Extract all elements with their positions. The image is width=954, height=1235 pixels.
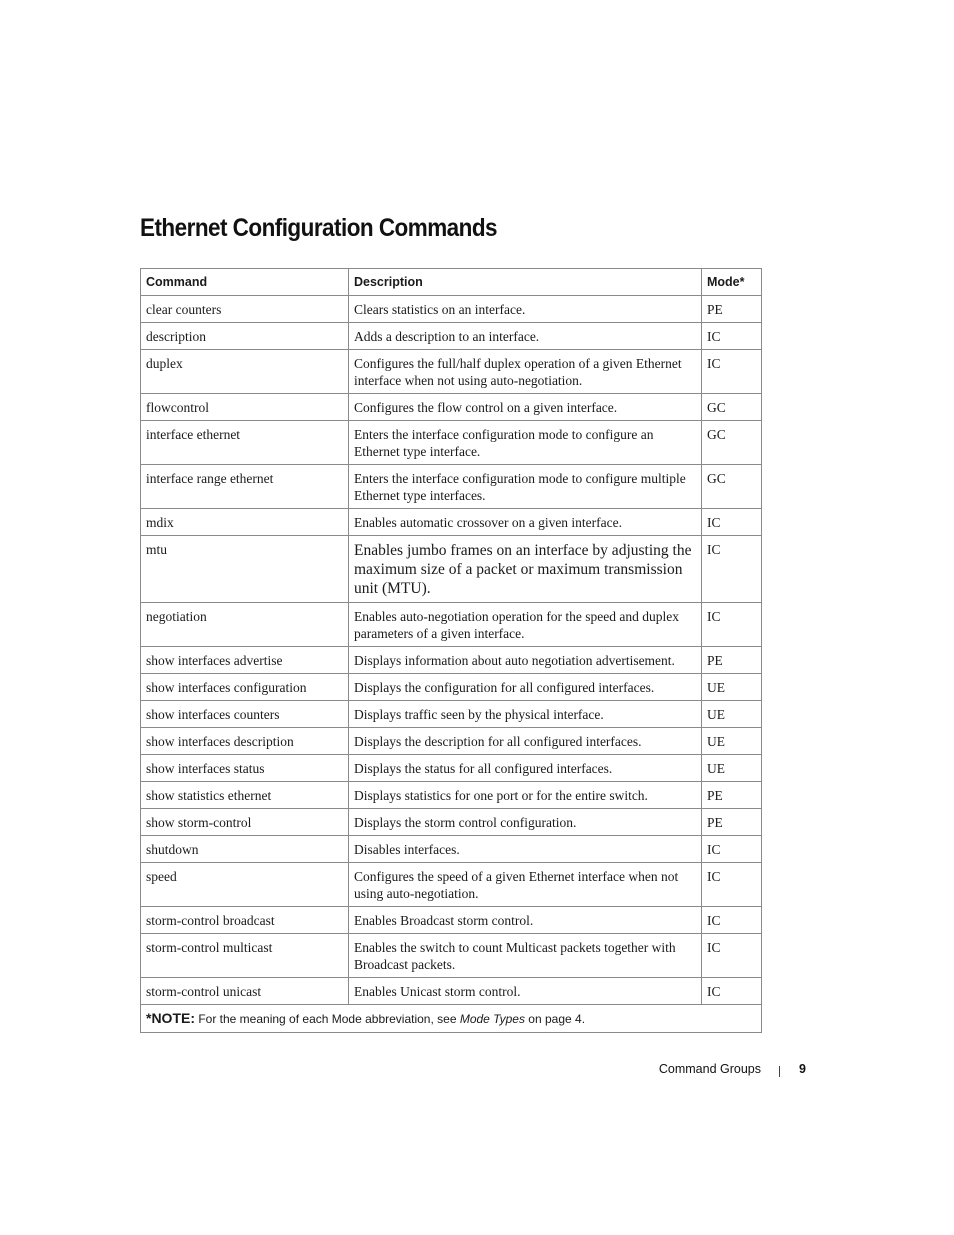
table-row (141, 647, 762, 674)
description-cell: Displays the description for all configured interfaces. (349, 728, 702, 755)
mode-cell: IC (702, 603, 762, 647)
table-row (141, 728, 762, 755)
table-row (141, 934, 762, 978)
description-cell: Enables Unicast storm control. (349, 978, 702, 1005)
mode-cell: UE (702, 701, 762, 728)
table-note (141, 1005, 762, 1033)
mode-cell: UE (702, 728, 762, 755)
command-cell: flowcontrol (141, 394, 349, 421)
command-cell: show interfaces description (141, 728, 349, 755)
column-header-description: Description (349, 269, 702, 296)
table-row (141, 603, 762, 647)
description-cell: Configures the flow control on a given interface. (349, 394, 702, 421)
command-cell: interface range ethernet (141, 465, 349, 509)
table-header-row (141, 269, 762, 296)
description-cell: Enables automatic crossover on a given interface. (349, 509, 702, 536)
table-row (141, 394, 762, 421)
note-text: For the meaning of each Mode abbreviation, see (195, 1012, 460, 1026)
page-number: 9 (799, 1062, 806, 1076)
mode-cell: IC (702, 934, 762, 978)
command-cell: interface ethernet (141, 421, 349, 465)
table-row (141, 296, 762, 323)
command-cell: shutdown (141, 836, 349, 863)
column-header-mode: Mode* (702, 269, 762, 296)
mode-types-link[interactable]: Mode Types (459, 1012, 525, 1026)
table-row (141, 323, 762, 350)
description-cell: Displays statistics for one port or for the entire switch. (349, 782, 702, 809)
mode-cell: UE (702, 755, 762, 782)
description-cell: Configures the full/half duplex operation of a given Ethernet interface when not using auto-negotiation. (349, 350, 702, 394)
command-cell: show interfaces counters (141, 701, 349, 728)
mode-cell: PE (702, 296, 762, 323)
mode-cell: IC (702, 836, 762, 863)
mode-cell: GC (702, 465, 762, 509)
command-cell: mdix (141, 509, 349, 536)
command-cell: show interfaces configuration (141, 674, 349, 701)
table-row (141, 863, 762, 907)
command-cell: show storm-control (141, 809, 349, 836)
mode-cell: IC (702, 509, 762, 536)
footer-section-title: Command Groups (658, 1062, 761, 1076)
command-cell: speed (141, 863, 349, 907)
table-row (141, 907, 762, 934)
mode-cell: IC (702, 323, 762, 350)
command-cell: mtu (141, 536, 349, 603)
table-row (141, 350, 762, 394)
command-cell: show statistics ethernet (141, 782, 349, 809)
command-cell: description (141, 323, 349, 350)
table-row (141, 809, 762, 836)
table-row (141, 509, 762, 536)
command-cell: storm-control broadcast (141, 907, 349, 934)
description-cell: Enables auto-negotiation operation for the speed and duplex parameters of a given interface. (349, 603, 702, 647)
table-row (141, 782, 762, 809)
table-row (141, 674, 762, 701)
table-row (141, 755, 762, 782)
description-cell: Displays the configuration for all configured interfaces. (349, 674, 702, 701)
command-cell: storm-control multicast (141, 934, 349, 978)
column-header-command: Command (141, 269, 349, 296)
table-row (141, 536, 762, 603)
description-cell: Enters the interface configuration mode to configure multiple Ethernet type interfaces. (349, 465, 702, 509)
table-row (141, 701, 762, 728)
commands-table (140, 268, 762, 1033)
command-cell: show interfaces status (141, 755, 349, 782)
command-cell: negotiation (141, 603, 349, 647)
description-cell: Adds a description to an interface. (349, 323, 702, 350)
command-cell: show interfaces advertise (141, 647, 349, 674)
note-label: *NOTE: (146, 1010, 195, 1026)
mode-cell: IC (702, 536, 762, 603)
page-footer (0, 1062, 954, 1082)
mode-cell: UE (702, 674, 762, 701)
description-cell: Enters the interface configuration mode to configure an Ethernet type interface. (349, 421, 702, 465)
mode-cell: GC (702, 394, 762, 421)
command-cell: storm-control unicast (141, 978, 349, 1005)
description-cell: Displays the storm control configuration. (349, 809, 702, 836)
table-row (141, 978, 762, 1005)
mode-cell: PE (702, 782, 762, 809)
description-cell: Displays traffic seen by the physical interface. (349, 701, 702, 728)
mode-cell: IC (702, 863, 762, 907)
mode-cell: IC (702, 978, 762, 1005)
command-cell: clear counters (141, 296, 349, 323)
mode-cell: PE (702, 647, 762, 674)
description-cell: Displays information about auto negotiation advertisement. (349, 647, 702, 674)
description-cell: Enables jumbo frames on an interface by adjusting the maximum size of a packet or maximum transmission unit (MTU). (349, 536, 702, 603)
command-cell: duplex (141, 350, 349, 394)
footer-divider (779, 1066, 780, 1077)
table-note-row (141, 1005, 762, 1033)
description-cell: Enables the switch to count Multicast packets together with Broadcast packets. (349, 934, 702, 978)
page-title: Ethernet Configuration Commands (140, 214, 498, 242)
mode-cell: IC (702, 350, 762, 394)
mode-cell: GC (702, 421, 762, 465)
table-row (141, 465, 762, 509)
description-cell: Clears statistics on an interface. (349, 296, 702, 323)
description-cell: Displays the status for all configured interfaces. (349, 755, 702, 782)
table-row (141, 421, 762, 465)
note-text-end: on page 4. (524, 1012, 586, 1026)
table-row (141, 836, 762, 863)
description-cell: Enables Broadcast storm control. (349, 907, 702, 934)
description-cell: Disables interfaces. (349, 836, 702, 863)
description-cell: Configures the speed of a given Ethernet interface when not using auto-negotiation. (349, 863, 702, 907)
mode-cell: PE (702, 809, 762, 836)
mode-cell: IC (702, 907, 762, 934)
